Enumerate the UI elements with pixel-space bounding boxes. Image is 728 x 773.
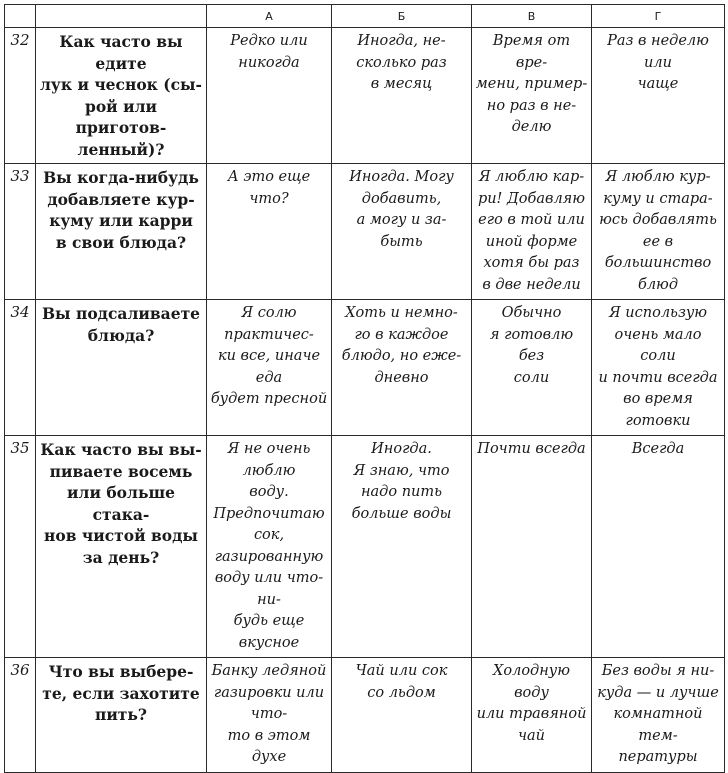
answer-d: Без воды я ни- куда — и лучше комнатной тем- пературы [592, 658, 725, 773]
question-number: 35 [5, 436, 36, 658]
answer-c: Обычно я готовлю без соли [472, 300, 592, 436]
answer-a: Я не очень люблю воду. Предпочитаю сок, газированную воду или что-ни- будь еще вкусное [207, 436, 332, 658]
question-number: 32 [5, 28, 36, 164]
answer-d: Я люблю кур- куму и стара- юсь добавлять ее в большинство блюд [592, 164, 725, 300]
question-number: 34 [5, 300, 36, 436]
answer-c: Я люблю кар- ри! Добавляю его в той или иной форме хотя бы раз в две недели [472, 164, 592, 300]
answer-b: Иногда. Могу добавить, а могу и за- быть [332, 164, 472, 300]
header-row [5, 5, 725, 28]
answer-b: Иногда. Я знаю, что надо пить больше воды [332, 436, 472, 658]
table-row [5, 658, 725, 773]
header-col-c: В [472, 5, 592, 28]
answer-c: Почти всегда [472, 436, 592, 658]
question-text: Вы когда-нибудь добавляете кур- куму или карри в свои блюда? [36, 164, 207, 300]
question-text: Как часто вы едите лук и чеснок (сы- рой или приготов- ленный)? [36, 28, 207, 164]
table-row [5, 164, 725, 300]
answer-a: Банку ледяной газировки или что- то в этом духе [207, 658, 332, 773]
question-number: 33 [5, 164, 36, 300]
table-row [5, 300, 725, 436]
answer-a: Я солю практичес- ки все, иначе еда будет пресной [207, 300, 332, 436]
answer-d: Раз в неделю или чаще [592, 28, 725, 164]
question-text: Как часто вы вы- пиваете восемь или больше стака- нов чистой воды за день? [36, 436, 207, 658]
answer-a: Редко или никогда [207, 28, 332, 164]
answer-c: Холодную воду или травяной чай [472, 658, 592, 773]
question-text: Что вы выбере- те, если захотите пить? [36, 658, 207, 773]
table-row [5, 436, 725, 658]
answer-d: Всегда [592, 436, 725, 658]
answer-a: А это еще что? [207, 164, 332, 300]
header-blank-question [36, 5, 207, 28]
answer-b: Чай или сок со льдом [332, 658, 472, 773]
answer-b: Хоть и немно- го в каждое блюдо, но еже- дневно [332, 300, 472, 436]
header-col-b: Б [332, 5, 472, 28]
header-col-a: А [207, 5, 332, 28]
question-text: Вы подсаливаете блюда? [36, 300, 207, 436]
question-number: 36 [5, 658, 36, 773]
answer-b: Иногда, не- сколько раз в месяц [332, 28, 472, 164]
table-row [5, 28, 725, 164]
quiz-table [4, 4, 725, 773]
header-col-d: Г [592, 5, 725, 28]
answer-d: Я использую очень мало соли и почти всегда во время готовки [592, 300, 725, 436]
answer-c: Время от вре- мени, пример- но раз в не- делю [472, 28, 592, 164]
header-blank-num [5, 5, 36, 28]
